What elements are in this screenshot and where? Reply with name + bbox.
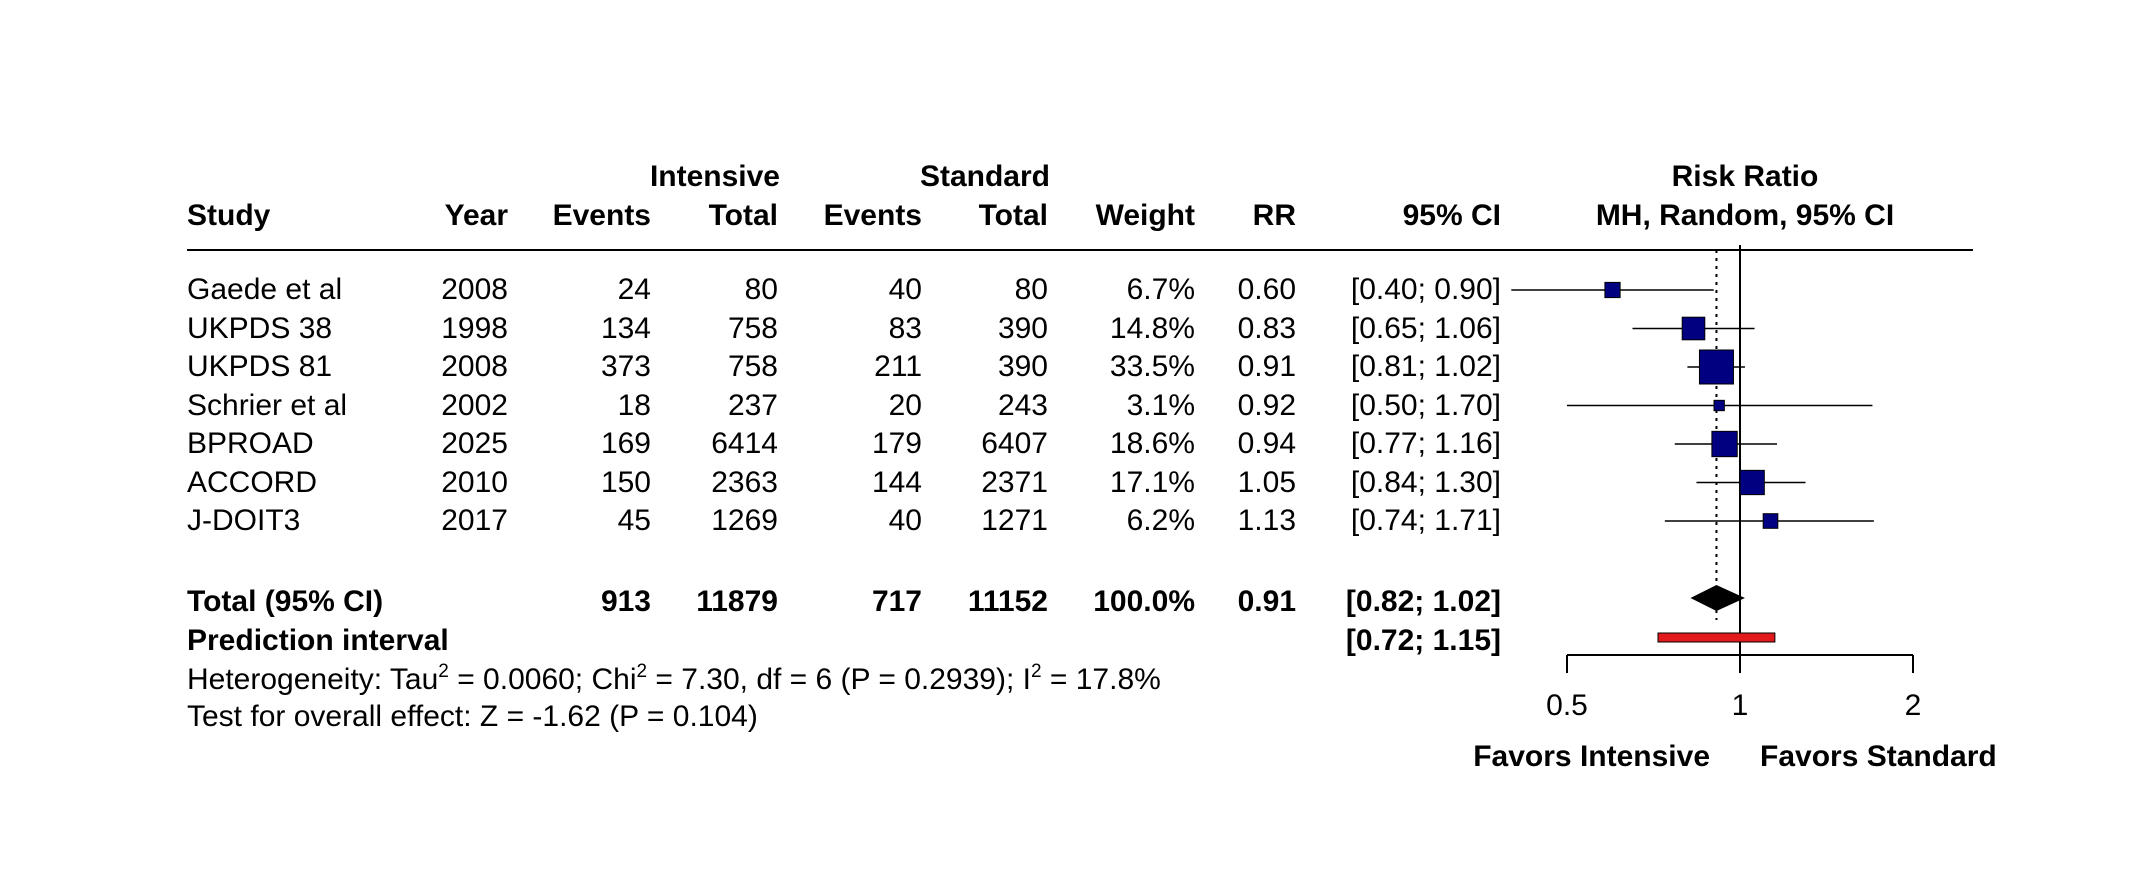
cell-total-intensive: 758 — [727, 311, 778, 345]
study-marker — [1605, 282, 1620, 297]
cell-year: 2017 — [441, 504, 508, 537]
cell-weight: 14.8% — [1109, 311, 1195, 345]
total-events-standard: 717 — [871, 585, 922, 618]
total-ci: [0.82; 1.02] — [1345, 585, 1501, 618]
study-marker — [1682, 317, 1705, 340]
cell-study: Schrier et al — [187, 388, 348, 422]
x-tick-label: 2 — [1904, 689, 1922, 722]
cell-total-intensive: 80 — [744, 273, 778, 306]
prediction-ci: [0.72; 1.15] — [1345, 624, 1501, 657]
cell-weight: 3.1% — [1126, 388, 1195, 422]
cell-events-intensive: 169 — [600, 427, 651, 460]
cell-study: ACCORD — [187, 465, 318, 499]
cell-events-standard: 179 — [871, 427, 922, 460]
cell-weight: 33.5% — [1109, 350, 1195, 383]
study-marker — [1699, 350, 1733, 384]
cell-total-intensive: 2363 — [711, 465, 778, 499]
cell-rr: 0.60 — [1237, 273, 1296, 306]
cell-events-intensive: 134 — [600, 311, 651, 345]
x-tick-label: 0.5 — [1546, 689, 1588, 722]
cell-year: 2010 — [441, 465, 508, 499]
overall-effect-text: Test for overall effect: Z = -1.62 (P = 0.104) — [187, 700, 758, 733]
pooled-diamond — [1690, 585, 1744, 611]
total-total-standard: 11152 — [967, 585, 1048, 618]
prediction-label: Prediction interval — [187, 624, 449, 657]
study-marker — [1763, 514, 1778, 529]
cell-weight: 6.2% — [1126, 504, 1195, 537]
cell-year: 2008 — [441, 350, 508, 383]
total-total-intensive: 11879 — [696, 585, 778, 618]
header-method: MH, Random, 95% CI — [1595, 199, 1895, 232]
prediction-interval-bar — [1658, 633, 1775, 642]
cell-total-standard: 80 — [1014, 273, 1048, 306]
header-total-standard: Total — [978, 199, 1048, 232]
cell-year: 1998 — [441, 311, 508, 345]
cell-rr: 0.91 — [1237, 350, 1296, 383]
cell-events-intensive: 18 — [617, 388, 651, 422]
cell-study: UKPDS 81 — [187, 350, 333, 383]
cell-events-standard: 40 — [888, 504, 922, 537]
cell-events-standard: 40 — [888, 273, 922, 306]
cell-total-intensive: 1269 — [711, 504, 778, 537]
cell-ci: [0.50; 1.70] — [1350, 388, 1501, 422]
cell-rr: 0.94 — [1237, 427, 1296, 460]
header-events-intensive: Events — [552, 199, 651, 232]
study-marker — [1714, 400, 1724, 410]
cell-total-intensive: 758 — [727, 350, 778, 383]
header-year: Year — [444, 199, 508, 232]
favors-intensive-label: Favors Intensive — [1473, 740, 1710, 773]
cell-ci: [0.65; 1.06] — [1350, 311, 1501, 345]
cell-year: 2025 — [441, 427, 508, 460]
header-weight: Weight — [1095, 199, 1195, 232]
cell-rr: 0.83 — [1237, 311, 1296, 345]
x-tick-label: 1 — [1731, 689, 1749, 722]
header-total-intensive: Total — [708, 199, 778, 232]
header-events-standard: Events — [823, 199, 922, 232]
cell-total-standard: 390 — [997, 311, 1048, 345]
cell-rr: 0.92 — [1237, 388, 1296, 422]
cell-events-standard: 20 — [888, 388, 922, 422]
cell-rr: 1.13 — [1237, 504, 1296, 537]
cell-total-intensive: 6414 — [711, 427, 778, 460]
cell-weight: 17.1% — [1109, 465, 1195, 499]
cell-events-standard: 211 — [874, 350, 922, 383]
cell-events-intensive: 150 — [600, 465, 651, 499]
cell-events-intensive: 45 — [617, 504, 651, 537]
cell-study: BPROAD — [187, 427, 314, 460]
cell-events-intensive: 24 — [617, 273, 651, 306]
cell-ci: [0.74; 1.71] — [1350, 504, 1501, 537]
header-intensive-group: Intensive — [649, 160, 780, 193]
header-standard-group: Standard — [919, 160, 1050, 193]
cell-total-standard: 390 — [997, 350, 1048, 383]
cell-ci: [0.84; 1.30] — [1350, 465, 1501, 499]
cell-study: UKPDS 38 — [187, 311, 333, 345]
cell-rr: 1.05 — [1237, 465, 1296, 499]
cell-total-standard: 243 — [997, 388, 1048, 422]
cell-total-standard: 1271 — [981, 504, 1048, 537]
total-label: Total (95% CI) — [187, 585, 384, 618]
cell-ci: [0.77; 1.16] — [1350, 427, 1501, 460]
total-events-intensive: 913 — [600, 585, 651, 618]
study-marker — [1740, 470, 1764, 494]
heterogeneity-text: Heterogeneity: Tau$^2$ = 0.0060; Chi$^2$ = 7.30, df = 6 (P = 0.2939); $I^2 = 17.8\%$ — [187, 661, 1161, 696]
cell-total-intensive: 237 — [727, 388, 778, 422]
cell-year: 2008 — [441, 273, 508, 306]
favors-standard-label: Favors Standard — [1760, 740, 1997, 773]
cell-weight: 6.7% — [1126, 273, 1195, 306]
cell-events-standard: 83 — [888, 311, 922, 345]
cell-ci: [0.40; 0.90] — [1350, 273, 1501, 306]
cell-events-standard: 144 — [871, 465, 922, 499]
cell-weight: 18.6% — [1109, 427, 1195, 460]
header-study: Study — [187, 199, 271, 232]
cell-total-standard: 2371 — [981, 465, 1048, 499]
header-rr: RR — [1252, 199, 1296, 232]
header-ci: 95% CI — [1402, 199, 1501, 232]
cell-ci: [0.81; 1.02] — [1350, 350, 1501, 383]
study-marker — [1712, 431, 1737, 456]
cell-total-standard: 6407 — [981, 427, 1048, 460]
cell-year: 2002 — [441, 388, 508, 422]
header-risk-ratio: Risk Ratio — [1671, 160, 1819, 193]
total-weight: 100.0% — [1093, 585, 1195, 618]
cell-events-intensive: 373 — [600, 350, 651, 383]
cell-study: Gaede et al — [187, 273, 343, 306]
total-rr: 0.91 — [1237, 585, 1296, 618]
cell-study: J-DOIT3 — [187, 504, 301, 537]
